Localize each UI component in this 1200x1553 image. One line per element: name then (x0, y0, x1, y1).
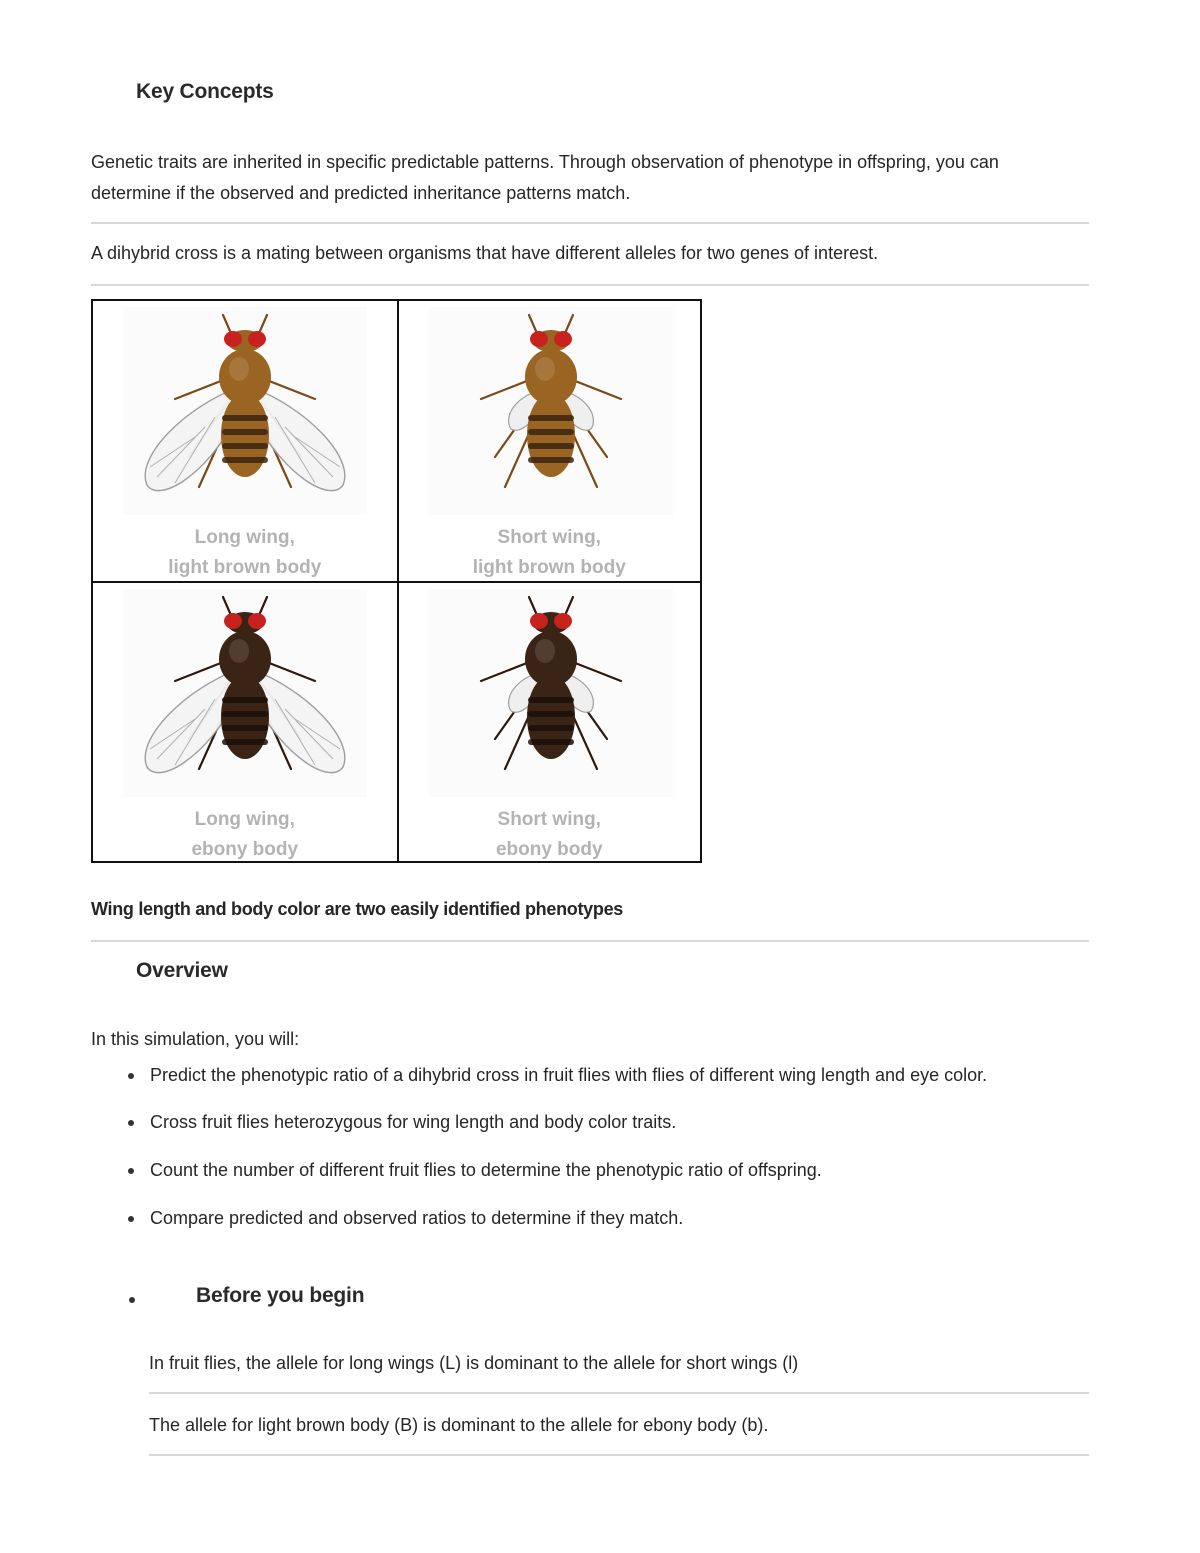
abdomen-stripe (222, 415, 268, 421)
fly-image-long-ebony (123, 589, 367, 797)
dihybrid-definition: A dihybrid cross is a mating between organisms that have different alleles for two genes of interest. (91, 243, 879, 263)
fly-eye-left (224, 613, 242, 629)
thorax-highlight (229, 357, 249, 381)
bullet-dot (129, 1297, 135, 1303)
fly-eye-right (554, 613, 572, 629)
fly-image-short-light (429, 307, 673, 515)
abdomen-stripe (222, 443, 268, 449)
abdomen-stripe (528, 457, 574, 463)
divider (149, 1392, 1089, 1394)
bullet-dot (128, 1120, 134, 1126)
fly-eye-right (248, 613, 266, 629)
phenotype-label (93, 805, 397, 865)
phenotype-body: light brown body (168, 557, 322, 578)
abdomen-stripe (528, 429, 574, 435)
divider (149, 1454, 1089, 1456)
thorax-highlight (535, 357, 555, 381)
phenotype-wing: Long wing, (194, 809, 295, 830)
list-item (128, 1155, 1078, 1185)
bullet-dot (128, 1216, 134, 1222)
phenotype-wing: Short wing, (497, 527, 601, 548)
fly-eye-right (554, 331, 572, 347)
bullet-text: Cross fruit flies heterozygous for wing length and body color traits. (150, 1112, 677, 1132)
overview-heading: Overview (136, 959, 228, 982)
divider (91, 222, 1089, 224)
before-you-begin-heading: Before you begin (196, 1284, 365, 1307)
grid-cell-long-ebony (93, 581, 397, 861)
phenotype-label (399, 805, 701, 865)
abdomen-stripe (222, 429, 268, 435)
fly-eye-right (248, 331, 266, 347)
abdomen-stripe (528, 415, 574, 421)
bullet-text: Count the number of different fruit flies to determine the phenotypic ratio of offspring. (150, 1160, 822, 1180)
abdomen-stripe (222, 697, 268, 703)
bullet-dot (128, 1168, 134, 1174)
allele-note-body: The allele for light brown body (B) is dominant to the allele for ebony body (b). (149, 1415, 769, 1435)
abdomen-stripe (222, 725, 268, 731)
abdomen-stripe (222, 739, 268, 745)
grid-cell-short-light (397, 301, 701, 581)
list-item (128, 1060, 1078, 1090)
overview-bullet-list (128, 1060, 1078, 1233)
phenotype-wing: Long wing, (194, 527, 295, 548)
phenotype-label (399, 523, 701, 583)
bullet-dot (128, 1073, 134, 1079)
phenotype-grid (91, 299, 702, 863)
allele-note-wings: In fruit flies, the allele for long wings (L) is dominant to the allele for short wings (l) (149, 1353, 799, 1373)
bullet-text: Predict the phenotypic ratio of a dihybrid cross in fruit flies with flies of different wing length and eye color. (150, 1065, 988, 1085)
key-concepts-heading: Key Concepts (136, 80, 274, 103)
thorax-highlight (229, 639, 249, 663)
abdomen-stripe (528, 443, 574, 449)
divider (91, 940, 1089, 942)
fly-eye-left (224, 331, 242, 347)
fly-eye-left (530, 331, 548, 347)
list-item (128, 1203, 1078, 1233)
thorax-highlight (535, 639, 555, 663)
phenotype-wing: Short wing, (497, 809, 601, 830)
phenotype-label (93, 523, 397, 583)
abdomen-stripe (528, 725, 574, 731)
bullet-text: Compare predicted and observed ratios to determine if they match. (150, 1208, 684, 1228)
abdomen-stripe (222, 457, 268, 463)
grid-cell-short-ebony (397, 581, 701, 861)
phenotype-body: light brown body (472, 557, 626, 578)
divider (91, 284, 1089, 286)
key-concepts-intro: Genetic traits are inherited in specific predictable patterns. Through observation of phenotype in offspring, you can determine if the observed and predicted inheritance patterns match. (91, 152, 999, 203)
overview-intro: In this simulation, you will: (91, 1029, 300, 1049)
grid-cell-long-light (93, 301, 397, 581)
phenotype-body: ebony body (191, 839, 299, 860)
phenotype-body: ebony body (495, 839, 603, 860)
fly-eye-left (530, 613, 548, 629)
figure-caption: Wing length and body color are two easily identified phenotypes (91, 899, 623, 919)
abdomen-stripe (528, 739, 574, 745)
abdomen-stripe (528, 711, 574, 717)
abdomen-stripe (528, 697, 574, 703)
list-item (128, 1107, 1078, 1137)
abdomen-stripe (222, 711, 268, 717)
fly-image-long-light (123, 307, 367, 515)
fly-image-short-ebony (429, 589, 673, 797)
